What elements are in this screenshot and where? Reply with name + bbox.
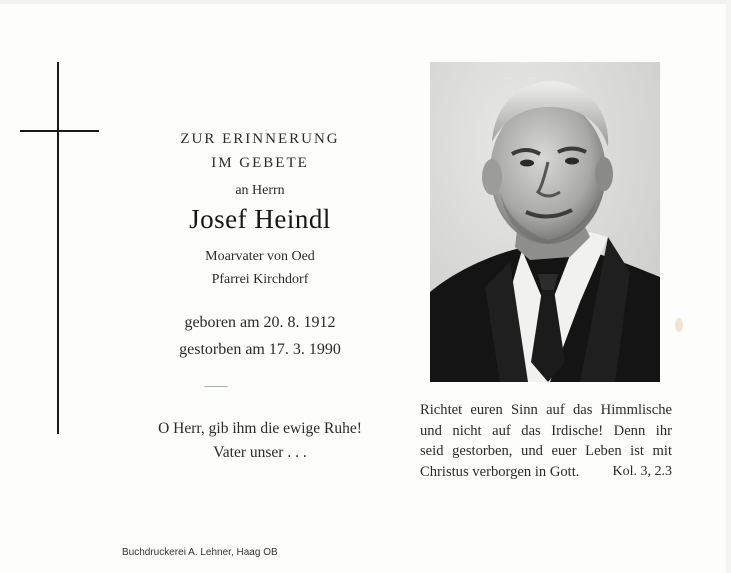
quote-line: Christus verborgen in Gott. bbox=[420, 463, 580, 480]
printer-imprint: Buchdruckerei A. Lehner, Haag OB bbox=[122, 547, 278, 558]
prayer-line-2: Vater unser . . . bbox=[213, 444, 307, 461]
salutation: an Herrn bbox=[235, 183, 285, 198]
heading-line-1: ZUR ERINNERUNG bbox=[180, 131, 340, 147]
cross-icon-horizontal bbox=[20, 130, 99, 132]
quote-line: Richtet euren Sinn auf das Himmlische bbox=[420, 402, 672, 418]
prayer-line-1: O Herr, gib ihm die ewige Ruhe! bbox=[158, 420, 362, 437]
quote-line: seid gestorben, und euer Leben ist mit bbox=[420, 443, 672, 460]
quote-reference: Kol. 3, 2.3 bbox=[612, 463, 672, 479]
cross-icon-vertical bbox=[57, 62, 59, 434]
heading-line-2: IM GEBETE bbox=[211, 155, 309, 171]
ornament-divider bbox=[204, 386, 228, 387]
scripture-quote bbox=[420, 400, 672, 482]
portrait-photo bbox=[430, 62, 660, 382]
birth-date: geboren am 20. 8. 1912 bbox=[184, 314, 336, 331]
quote-last-line bbox=[420, 462, 672, 483]
title-line-2: Pfarrei Kirchdorf bbox=[211, 272, 309, 287]
paper-edge-top bbox=[0, 0, 731, 4]
deceased-name: Josef Heindl bbox=[189, 204, 331, 234]
death-date: gestorben am 17. 3. 1990 bbox=[179, 341, 341, 358]
paper-edge-right bbox=[726, 0, 731, 573]
title-line-1: Moarvater von Oed bbox=[205, 249, 315, 264]
quote-line: und nicht auf das Irdische! Denn ihr bbox=[420, 422, 672, 439]
paper-stain bbox=[675, 318, 683, 332]
